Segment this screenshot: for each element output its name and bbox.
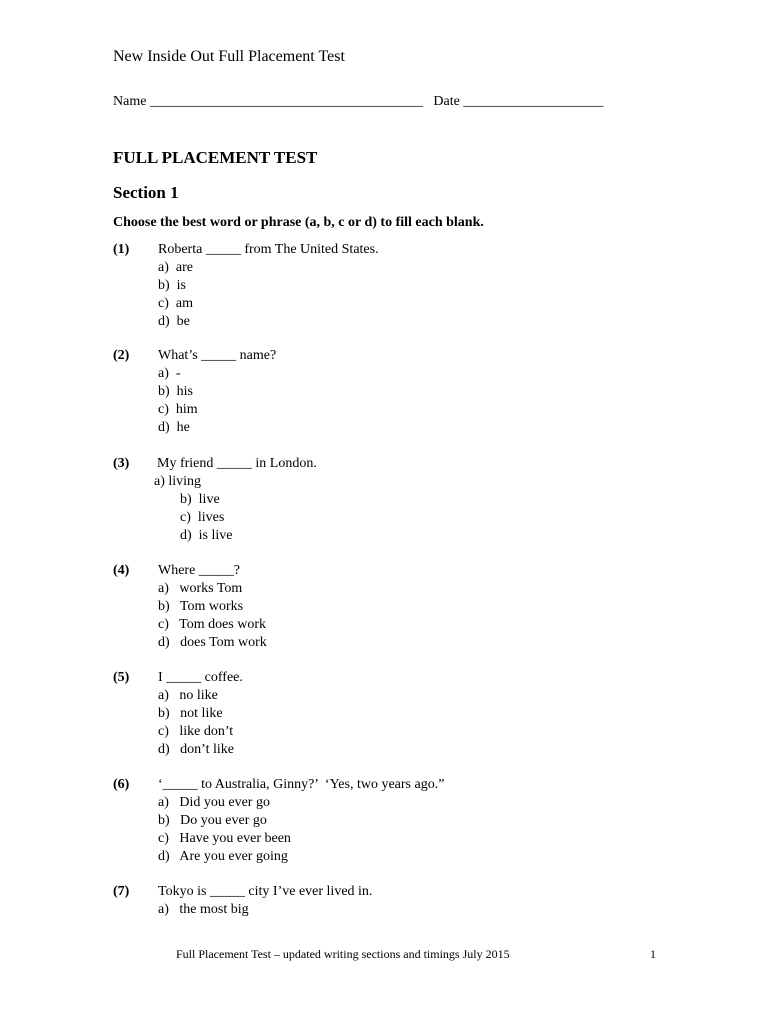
option-d: d) Are you ever going: [158, 849, 288, 864]
question-number: (6): [113, 777, 130, 792]
section-heading: Section 1: [113, 183, 179, 202]
option-d: d) is live: [180, 528, 233, 543]
question-number: (4): [113, 563, 130, 578]
document-title: New Inside Out Full Placement Test: [113, 48, 345, 65]
question-number: (2): [113, 348, 130, 363]
option-a: a) no like: [158, 688, 218, 703]
page-number: 1: [650, 947, 656, 961]
option-b: b) Do you ever go: [158, 813, 267, 828]
option-b: b) his: [158, 384, 193, 399]
option-a: a) -: [158, 366, 181, 381]
question-number: (7): [113, 884, 130, 899]
question-text: Where _____?: [158, 563, 241, 578]
question-text: Roberta _____ from The United States.: [158, 242, 379, 257]
question-text: Tokyo is _____ city I’ve ever lived in.: [158, 884, 373, 899]
question-text: My friend _____ in London.: [157, 456, 317, 471]
option-d: d) does Tom work: [158, 635, 267, 650]
name-date-line: Name _______________________________________ Date ____________________: [113, 94, 604, 109]
option-c: c) like don’t: [158, 724, 234, 739]
option-b: b) Tom works: [158, 599, 244, 614]
option-d: d) don’t like: [158, 742, 234, 757]
option-a: a) the most big: [158, 902, 249, 917]
option-a: a) works Tom: [158, 581, 243, 596]
option-c: c) Have you ever been: [158, 831, 291, 846]
instructions: Choose the best word or phrase (a, b, c or d) to fill each blank.: [113, 215, 484, 230]
option-b: b) not like: [158, 706, 223, 721]
footer-text: Full Placement Test – updated writing sections and timings July 2015: [176, 947, 510, 961]
question-number: (3): [113, 456, 130, 471]
option-b: b) live: [180, 492, 220, 507]
question-number: (1): [113, 242, 130, 257]
option-b: b) is: [158, 278, 186, 293]
option-d: d) be: [158, 314, 190, 329]
question-number: (5): [113, 670, 130, 685]
option-a: a) Did you ever go: [158, 795, 270, 810]
option-c: c) him: [158, 402, 198, 417]
option-a: a) are: [158, 260, 193, 275]
question-text: What’s _____ name?: [158, 348, 277, 363]
option-c: c) am: [158, 296, 193, 311]
option-c: c) Tom does work: [158, 617, 267, 632]
question-text: I _____ coffee.: [158, 670, 243, 685]
test-heading: FULL PLACEMENT TEST: [113, 148, 318, 167]
question-text: ‘_____ to Australia, Ginny?’ ‘Yes, two years ago.”: [158, 777, 445, 792]
option-a: a) living: [154, 474, 202, 489]
option-d: d) he: [158, 420, 190, 435]
option-c: c) lives: [180, 510, 225, 525]
